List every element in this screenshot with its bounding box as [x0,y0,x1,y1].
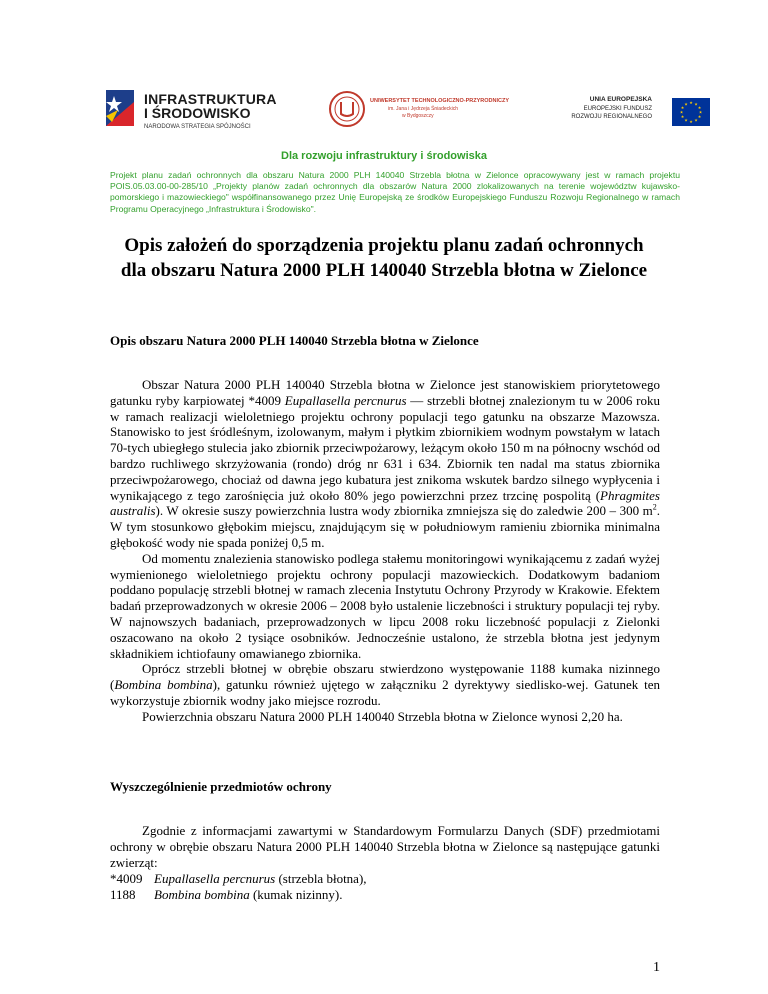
eu-logo-line2-3 [571,105,652,121]
protection-subjects-text [110,823,660,870]
species-list [110,871,367,903]
species-latin: Eupallasella percnurus [284,392,407,408]
eu-logo-line1: UNIA EUROPEJSKA [589,96,652,103]
paragraph: Powierzchnia obszaru Natura 2000 PLH 140040 Strzebla błotna w Zielonce wynosi 2,20 ha. [142,708,623,724]
svg-text:★: ★ [698,109,703,115]
species-latin: Phragmites australis [110,487,660,519]
area-description [110,377,660,725]
list-item: 1188 Bombina bombina (kumak nizinny). [110,886,343,902]
svg-text:★: ★ [680,114,685,119]
infra-logo-line2: I ŚRODOWISKO [144,105,251,121]
svg-text:★: ★ [684,101,688,107]
section-heading-area-description: Opis obszaru Natura 2000 PLH 140040 Strzebla błotna w Zielonce [110,333,479,348]
eu-logo-line2: EUROPEJSKI FUNDUSZ [583,106,652,112]
paragraph: Oprócz strzebli błotnej w obrębie obszaru stwierdzono występowanie 1188 kumaka nizinnego (Bombina bombina), gatunku również ujętego w załączniku 2 dyrektywy siedlisko-wej. Gatunek ten wykorzystuje zbiornik wodny jako miejsce rozrodu. [110,661,660,708]
infra-logo-line1: INFRASTRUKTURA [144,91,277,107]
infra-logo-line3: NARODOWA STRATEGIA SPÓJNOŚCI [144,124,251,130]
svg-text:★: ★ [689,119,693,124]
eu-flag-icon [672,98,710,126]
utp-logo [328,90,510,130]
infrastruktura-logo-mark [104,88,138,128]
header-logos [0,84,768,144]
svg-text:★: ★ [697,114,702,119]
eu-logo-line3: ROZWOJU REGIONALNEGO [571,114,652,120]
title-line-2: dla obszaru Natura 2000 PLH 140040 Strzebla błotna w Zielonce [120,260,648,281]
paragraph: Obszar Natura 2000 PLH 140040 Strzebla błotna w Zielonce jest stanowiskiem priorytetowego gatunku ryby karpiowatej *4009 Eupallasella percnurus — strzebli błotnej znalezionym tu w 2006 roku w ramach realizacji wieloletniego projektu ochrony populacji tego gatunku na obszarze Mazowsza. Stanowisko to jest śródleśnym, izolowanym, małym i płytkim zbiornikiem wodnym powstałym w latach 70-tych ubiegłego stulecia jako zbiornik przeciwpożarowy, leżącym około 150 m na północny wschód od bardzo ruchliwego skrzyżowania (rondo) dróg nr 631 i 634. Zbiornik ten nadal ma status zbiornika przeciwpożarowego, chociaż od dawna jego kubatura jest znikoma wskutek bardzo silnego wypłycenia i wynikającego z tego zarośnięcia już około 80% jego powierzchni przez trzcinę pospolitą (Phragmites australis). W okresie suszy powierzchnia lustra wody zbiornika zmniejsza się do zaledwie 200 – 300 $m^2$. W tym stosunkowo głębokim miejscu, znajdującym się w południowym ramieniu zbiornika minimalna głębokość wody nie spada poniżej 0,5 m. [110,377,660,550]
paragraph: Od momentu znalezienia stanowisko podlega stałemu monitoringowi wynikającemu z zadań wyżej wymienionego wieloletniego projektu ochrony populacji mazowieckich. Dodatkowym badaniom poddano populację strzebli błotnej w ramach zlecenia Instytutu Ochrony Przyrody w Krakowie. Efektem badań przeprowadzonych w okresie 2006 – 2008 było ustalenie liczebności i struktury populacji tej ryby. W najnowszych badaniach, przeprowadzonych w lipcu 2008 roku liczebność populacji z Zielonki oszacowano na około 2 tysiące osobników. Jednocześnie ustalono, że strzebla błotna jest jedynym składnikiem ichtiofauny omawianego zbiornika. [110,550,660,661]
list-item: *4009 Eupallasella percnurus (strzebla błotna), [110,871,367,886]
svg-text:★: ★ [697,105,702,110]
svg-text:★: ★ [684,117,688,123]
paragraph: Zgodnie z informacjami zawartymi w Standardowym Formularzu Danych (SDF) przedmiotami ochrony w obrębie obszaru Natura 2000 PLH 140040 Strzebla błotna w Zielonce są następujące gatunki zwierząt: [110,823,660,870]
svg-text:★: ★ [689,100,693,105]
funding-note: Projekt planu zadań ochronnych dla obszaru Natura 2000 PLH 140040 Strzebla błotna w Zielonce opracowywany jest w ramach projektu POIS.05.03.00-00-285/10 „Projekty planów zadań ochronnych dla obszarów Natura 2000 zlokalizowanych na terenie województw kujawsko-pomorskiego i mazowieckiego" współfinansowanego przez Unię Europejską ze środków Europejskiego Funduszu Rozwoju Regionalnego w ramach Programu Operacyjnego „Infrastruktura i Środowisko". [110,170,680,214]
tagline: Dla rozwoju infrastruktury i środowiska [281,150,487,162]
utp-logo-line2: im. Jana i Jędrzeja Śniadeckich [388,106,459,112]
svg-text:★: ★ [694,101,698,107]
infrastruktura-logo [104,88,277,132]
utp-seal-icon [328,90,366,128]
svg-text:★: ★ [694,117,698,123]
svg-text:★: ★ [680,105,685,110]
document-title [70,233,698,283]
eu-logo [571,92,710,132]
page-number: 1 [653,960,660,975]
utp-logo-line1: UNIWERSYTET TECHNOLOGICZNO-PRZYRODNICZY [370,98,510,104]
svg-text:★: ★ [679,109,684,115]
utp-logo-line3: w Bydgoszczy [402,113,434,119]
species-latin: Bombina bombina [114,677,213,693]
section-heading-protection-subjects: Wyszczególnienie przedmiotów ochrony [110,779,332,794]
title-line-1: Opis założeń do sporządzenia projektu planu zadań ochronnych [124,235,644,256]
